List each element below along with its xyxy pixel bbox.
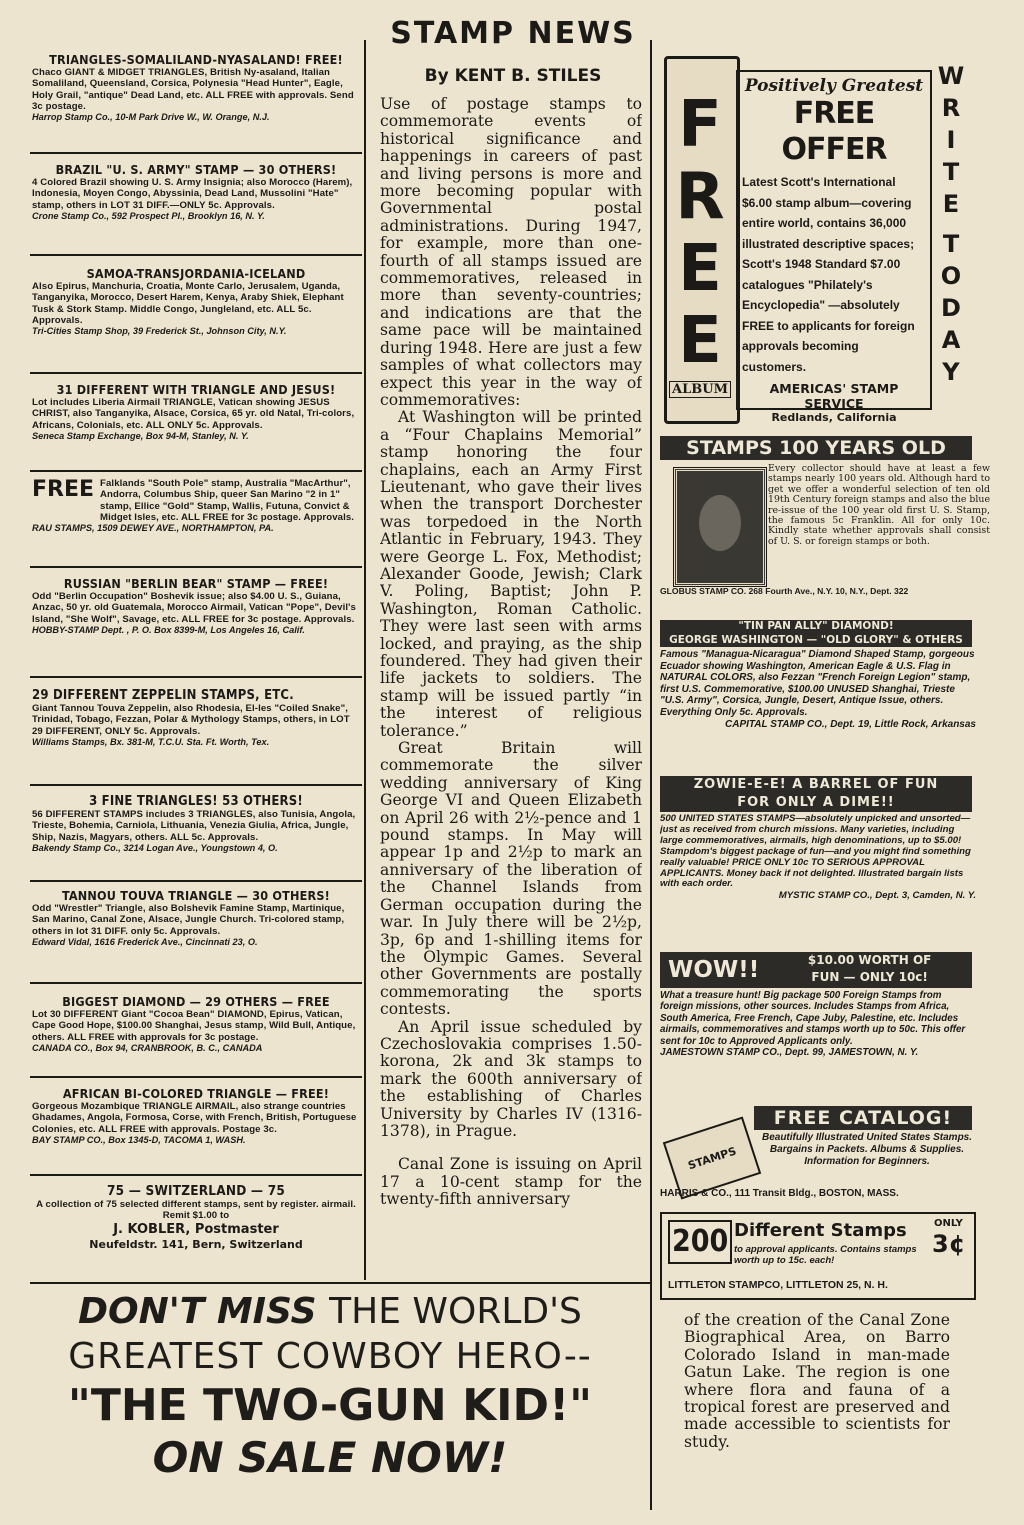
ad-address: Crone Stamp Co., 592 Prospect Pl., Brooklyn 16, N. Y. (32, 210, 265, 221)
ad-body: Lot includes Liberia Airmail TRIANGLE, Vatican showing JESUS CHRIST, also Tanganyika, Alsace, Corsica, 65 yr. old Natal, Tri-colors, Africans, Colonials, etc. ALL ONLY 5c. Approvals. (32, 397, 355, 431)
ad-tin-pan-ally (660, 620, 976, 762)
wow-tag-1: $10.00 WORTH OF (807, 953, 932, 967)
side-letter: O (940, 262, 962, 290)
tin-pan-headline-2: GEORGE WASHINGTON — "OLD GLORY" & OTHERS (660, 633, 972, 647)
ad-headline: TANNOU TOUVA TRIANGLE — 30 OTHERS! (61, 888, 331, 903)
article-paragraph: An April issue scheduled by Czechoslovakia comprises 1.50-korona, 2k and 3k stamps to mark the 600th anniversary of the establishing of Charles University by Charles IV (1316-1378), in Prague. (380, 1017, 642, 1140)
write-today-letters (936, 60, 966, 388)
ad-zeppelin (30, 686, 362, 786)
ad-headline: 75 — SWITZERLAND — 75 (107, 1183, 285, 1199)
article-body (380, 96, 642, 1278)
ad-tannou-touva (30, 886, 362, 984)
ad-free-offer (660, 30, 972, 424)
ad-switzerland (30, 1182, 362, 1278)
ad-headline: SAMOA-TRANSJORDANIA-ICELAND (86, 266, 306, 281)
ad-address: CANADA CO., Box 94, CRANBROOK, B. C., CANADA (32, 1042, 263, 1053)
ad-name: J. KOBLER, Postmaster (113, 1221, 279, 1237)
banner-top-rule (30, 1282, 650, 1284)
offer-headline: FREE OFFER (781, 96, 887, 167)
packet-label: STAMPS (686, 1144, 738, 1172)
ad-fine-triangles (30, 792, 362, 882)
stamps-100-body: Every collector should have at least a few stamps nearly 100 years old. Although hard to get we offer a wonderful selection of ten old 19th Century foreign stamps and also the blue re-issue of the 100 year old first U. S. Stamp, the famous 5c Franklin. All for only 10c. Kindly state whether approvals shall consist of U. S. or foreign stamps or both. (768, 463, 990, 547)
ad-address: HOBBY-STAMP Dept. , P. O. Box 8399-M, Los Angeles 16, Calif. (32, 624, 305, 635)
ad-body: Giant Tannou Touva Zeppelin, also Rhodesia, El-les "Coiled Snake", Trinidad, Tobago, Fezzan, Polar & Mythology Stamps, others, in LOT 29 DIFFERENT, ONLY 5c. Approvals. (32, 703, 350, 737)
right-column-rule (650, 40, 652, 1510)
ad-address: Harrop Stamp Co., 10-M Park Drive W., W. Orange, N.J. (32, 112, 270, 123)
ad-body: Chaco GIANT & MIDGET TRIANGLES, British Ny-asaland, Italian Somaliland, Queensland, Corsica, Polynesia "Head Hunter", Eagle, Holy Grail, "antique" Dead Land, etc. ALL FREE with approvals. Send 3c postage. (32, 67, 354, 112)
side-letter: W (937, 62, 965, 90)
stamps-100-address: GLOBUS STAMP CO. 268 Fourth Ave., N.Y. 10, N.Y., Dept. 322 (660, 586, 909, 596)
ad-headline: 3 FINE TRIANGLES! 53 OTHERS! (89, 794, 303, 809)
two-hundred-body: to approval applicants. Contains stamps worth up to 15c. each! (734, 1244, 917, 1266)
ad-200-different (660, 1212, 976, 1300)
ad-address: RAU STAMPS, 1509 DEWEY AVE., NORTHAMPTON, PA. (32, 523, 274, 534)
two-hundred-headline: Different Stamps (734, 1220, 907, 1241)
article-byline: By KENT B. STILES (424, 66, 602, 86)
article-continuation: of the creation of the Canal Zone Biographical Area, on Barro Colorado Island in man-made Gatun Lake. The region is one where flora and fauna of a tropical forest are preserved and made accessible to scientists for study. (684, 1311, 950, 1451)
ad-31-different (30, 380, 362, 472)
side-letter: T (942, 230, 960, 258)
zowie-body: 500 UNITED STATES STAMPS—absolutely unpicked and unsorted—just as received from church missions. Many varieties, including large commemoratives, airmails, high denominations, up to $5.00! Stampdom's biggest package of fun—and you might find something really valuable! PRICE ONLY 10c TO SERIOUS APPROVAL APPLICANTS. Money back if not delighted. Illustrated bargain lists with each order. (660, 813, 971, 890)
banner-line-1 (40, 1290, 620, 1334)
ad-body: Lot 30 DIFFERENT Giant "Cocoa Bean" DIAMOND, Epirus, Vatican, Cape Good Hope, $100.00 Shanghai, Jesus stamp, Wild Bull, Antique, others. ALL FREE with approvals for 3c postage. (32, 1009, 356, 1043)
two-hundred-price: 3¢ (932, 1230, 966, 1258)
tin-pan-body: Famous "Managua-Nicaragua" Diamond Shaped Stamp, gorgeous Ecuador showing Washington, American Eagle & U.S. Flag in NATURAL COLORS, also Fezzan "French Foreign Legion" stamp, first U.S. Commemorative, $100.00 UNUSED Shanghai, Trieste "U.S. Army", Corsica, Jungle, Desert, Antique Issue, others. Everything Only 5c. Approvals. (660, 649, 975, 718)
wow-tag-2: FUN — ONLY 10c! (811, 970, 928, 984)
ad-body: 4 Colored Brazil showing U. S. Army Insignia; also Morocco (Harem), Indonesia, Moyen Congo, Abyssinia, Dead Land, Mussolini "Hate" stamp, others in LOT 31 DIFF.—ONLY 5c. Approvals. (32, 177, 353, 211)
left-column-rule (364, 40, 366, 1280)
free-offer-box (736, 70, 932, 424)
book-letter: R (675, 160, 725, 234)
ad-stamps-100-years (660, 436, 990, 606)
book-letter: E (678, 232, 722, 306)
wow-header (660, 952, 972, 988)
ad-headline: AFRICAN BI-COLORED TRIANGLE — FREE! (62, 1086, 330, 1101)
ad-address: Neufeldstr. 141, Bern, Switzerland (89, 1237, 303, 1251)
side-letter: R (941, 94, 961, 122)
side-letter: E (942, 190, 960, 218)
banner-the-worlds: THE WORLD'S (329, 1291, 582, 1332)
ad-free-word: FREE (32, 477, 95, 502)
article-paragraph: Use of postage stamps to commemorate events of historical significance and happenings in careers of past and living persons is more and more becoming popular with Governmental postal administrations. During 1947, for example, more than one-fourth of all stamps issued are commemoratives, released in more than seventy-countries; and indications are that the same pace will be maintained during 1948. Here are just a few samples of what collectors may expect this year in the way of commemoratives: (380, 96, 642, 409)
article-title: STAMP NEWS (390, 16, 636, 51)
ad-zowie (660, 776, 976, 938)
book-label: ALBUM (669, 381, 731, 398)
ad-brazil-army (30, 160, 362, 256)
ad-african-triangle (30, 1084, 362, 1176)
ad-body: Odd "Berlin Occupation" Boshevik issue; also $4.00 U. S., Guiana, Anzac, 50 yr. old Guatemala, Morocco Airmail, Vatican "Pope", Devil's Island, "She Wolf", Savage, etc. ALL FREE for 3c postage. Approvals. (32, 591, 356, 625)
ad-address: BAY STAMP CO., Box 1345-D, TACOMA 1, WASH. (32, 1134, 246, 1145)
zowie-headline-1: ZOWIE-E-E! A BARREL OF FUN (660, 776, 972, 794)
ad-berlin-bear (30, 574, 362, 678)
ad-biggest-diamond (30, 992, 362, 1078)
ad-body: 56 DIFFERENT STAMPS includes 3 TRIANGLES, also Tunisia, Angola, Trieste, Bohemia, Carniola, Lithuania, Venezia Giulia, Africa, Jungle, Ship, Nazis, Magyars, others. ALL 5c. Approvals. (32, 809, 356, 843)
side-letter: D (941, 294, 961, 322)
ad-free-catalog (660, 1106, 978, 1206)
banner-dont-miss: DON'T MISS (78, 1291, 317, 1332)
ad-free-falklands (30, 476, 362, 568)
ad-address: Bakendy Stamp Co., 3214 Logan Ave., Youngstown 4, O. (32, 842, 278, 853)
ad-wow (660, 952, 976, 1092)
article-paragraph: At Washington will be printed a “Four Chaplains Memorial” stamp honoring the four chaplains, each an Army First Lieutenant, who gave their lives when the transport Dorchester was torpedoed in the North Atlantic in February, 1943. They were George L. Fox, Methodist; Alexander Goode, Jewish; Clark V. Poling, Baptist; John P. Washington, Roman Catholic. They were last seen with arms locked, and praying, as the ship foundered. They had given their life jackets to soldiers. The stamp will be issued partly “in the interest of religious tolerance.” (380, 408, 642, 740)
two-hundred-only: ONLY (934, 1218, 963, 1229)
ad-triangles-somaliland (30, 50, 362, 154)
banner-line-4: ON SALE NOW! (152, 1433, 508, 1482)
side-letter: Y (942, 358, 960, 386)
banner-line-2: GREATEST COWBOY HERO-- (68, 1336, 592, 1377)
ad-headline: 31 DIFFERENT WITH TRIANGLE AND JESUS! (56, 382, 336, 397)
offer-city: Redlands, California (771, 411, 897, 424)
ad-body: A collection of 75 selected different stamps, sent by register. airmail. Remit $1.00 to (36, 1199, 356, 1222)
ad-address: Seneca Stamp Exchange, Box 94-M, Stanley, N. Y. (32, 430, 249, 441)
wow-body: What a treasure hunt! Big package 500 Foreign Stamps from foreign missions, other sources. Includes Stamps from Africa, South America, Free French, Cape Juby, Palestine, etc. Includes airmails, commemoratives and stamps worth up to 50c. This offer sent for 10c to Approved Applicants only. (660, 990, 966, 1047)
catalog-headline: FREE CATALOG! (754, 1106, 972, 1130)
side-letter: T (942, 158, 960, 186)
article-paragraph: Canal Zone is issuing on April 17 a 10-cent stamp for the twenty-fifth anniversary (380, 1155, 642, 1209)
two-hundred-address: LITTLETON STAMPCO, LITTLETON 25, N. H. (668, 1279, 888, 1291)
side-letter: A (941, 326, 961, 354)
ad-body: Also Epirus, Manchuria, Croatia, Monte Carlo, Jerusalem, Uganda, Tanganyika, Morocco, Desert Harem, Kenya, Araby Shiek, Elephant Tusk & Stork Stamp. Middle Congo, Jungleland, etc. ALL 5c. Approvals. (32, 281, 344, 326)
ad-body: Odd "Wrestler" Triangle, also Bolshevik Famine Stamp, Martinique, San Marino, Canal Zone, Alsace, Jungle Church. Tri-colored stamp, others in lot 31 DIFF. only 5c. Approvals. (32, 903, 345, 937)
album-book-illustration (664, 56, 740, 424)
ad-headline: RUSSIAN "BERLIN BEAR" STAMP — FREE! (63, 576, 329, 591)
article-paragraph: Great Britain will commemorate the silver wedding anniversary of King George VI and Queen Elizabeth on April 26 with 2½-pence and 1 pound stamps. In May will appear 1p and 2½p to mark an anniversary of the liberation of the Channel Islands from German occupation during the war. In July there will be 2½p, 3p, 6p and 1-shilling items for the Olympic Games. Several other Governments are postally commemorating the sports contests. (380, 739, 642, 1019)
ad-body: Gorgeous Mozambique TRIANGLE AIRMAIL, also strange countries Ghadames, Angola, Formosa, Corse, with French, British, Portuguese Colonies, etc. ALL FREE with approvals. Postage 3c. (32, 1101, 357, 1135)
ad-address: Tri-Cities Stamp Shop, 39 Frederick St., Johnson City, N.Y. (32, 326, 287, 337)
book-letter: E (678, 304, 722, 378)
zowie-address: MYSTIC STAMP CO., Dept. 3, Camden, N. Y. (778, 890, 976, 902)
ad-headline: TRIANGLES-SOMALILAND-NYASALAND! FREE! (49, 52, 343, 67)
ad-address: Williams Stamps, Bx. 381-M, T.C.U. Sta. Ft. Worth, Tex. (32, 736, 270, 747)
offer-kicker: Positively Greatest (744, 76, 924, 96)
banner-line-3: "THE TWO-GUN KID!" (67, 1380, 593, 1431)
ad-headline: BIGGEST DIAMOND — 29 OTHERS — FREE (62, 994, 330, 1009)
stamps-100-headline: STAMPS 100 YEARS OLD (660, 436, 972, 460)
zowie-headline-2: FOR ONLY A DIME!! (660, 794, 972, 812)
ad-headline: 29 DIFFERENT ZEPPELIN STAMPS, ETC. (32, 688, 294, 703)
book-letter: F (678, 88, 722, 162)
two-hundred-number: 200 (668, 1220, 732, 1264)
ad-body: Falklands "South Pole" stamp, Australia "MacArthur", Andorra, Columbus Ship, queer San Marino "2 in 1" stamp, Ellice "Gold" Stamp, Wallis, Futuna, Convict & Midget Isles, etc. ALL FREE for 3c postage. Approvals. (100, 478, 355, 523)
ad-headline: BRAZIL "U. S. ARMY" STAMP — 30 OTHERS! (55, 162, 337, 177)
two-gun-kid-banner (40, 1290, 620, 1518)
tin-pan-headline-1: "TIN PAN ALLY" DIAMOND! (660, 620, 972, 633)
tin-pan-address: CAPITAL STAMP CO., Dept. 19, Little Rock, Arkansas (725, 718, 976, 730)
wow-address: JAMESTOWN STAMP CO., Dept. 99, JAMESTOWN, N. Y. (660, 1047, 919, 1059)
wow-headline: WOW!! (668, 957, 760, 983)
catalog-address: HARRIS & CO., 111 Transit Bldg., BOSTON, MASS. (660, 1188, 899, 1199)
catalog-body: Beautifully Illustrated United States Stamps. Bargains in Packets. Albums & Supplies. Information for Beginners. (761, 1132, 973, 1167)
side-letter: I (946, 126, 956, 154)
franklin-stamp-image (674, 468, 766, 586)
offer-body: Latest Scott's International $6.00 stamp album—covering entire world, contains 36,000 illustrated descriptive spaces; Scott's 1948 Standard $7.00 catalogues "Philately's Encyclopedia" —absolutely FREE to applicants for foreign approvals becoming customers. (742, 175, 915, 374)
ad-samoa-transjordania (30, 264, 362, 374)
ad-address: Edward Vidal, 1616 Frederick Ave., Cincinnati 23, O. (32, 936, 258, 947)
offer-company: AMERICAS' STAMP SERVICE (769, 381, 899, 411)
